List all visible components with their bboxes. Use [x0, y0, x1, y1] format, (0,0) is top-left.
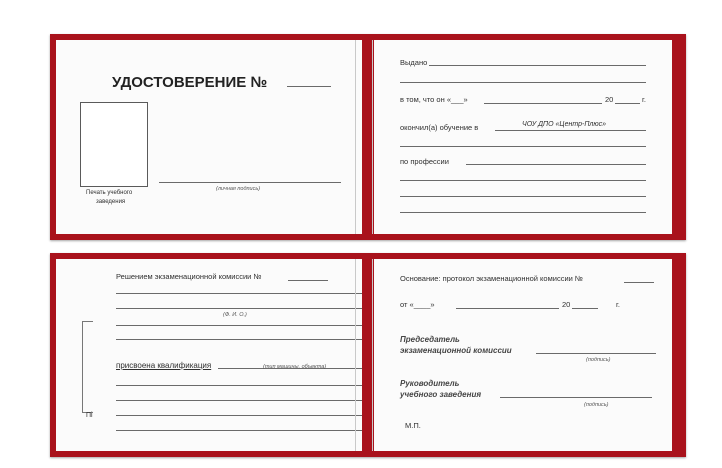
qualification-label: присвоена квалификация	[116, 361, 212, 370]
protocol-year-line	[572, 308, 598, 309]
photo-placeholder	[80, 102, 148, 187]
year-suffix: г.	[642, 95, 646, 104]
institution-line	[495, 130, 646, 131]
protocol-year-suffix: г.	[616, 300, 620, 309]
left-page-stack-edge-2	[355, 259, 356, 451]
photo-caption: Пі	[86, 412, 93, 419]
fio-caption: (Ф. И. О.)	[223, 312, 247, 318]
signature-line	[159, 182, 341, 183]
certificate-left-page	[56, 40, 362, 234]
fio-line-4	[116, 339, 362, 340]
stamp-caption-2: заведения	[96, 199, 126, 205]
institution-line-2	[400, 146, 646, 147]
date-month-line	[484, 103, 602, 104]
date-line: в том, что он «___»	[400, 95, 468, 104]
profession-label: по профессии	[400, 157, 449, 166]
qualification-line-4	[116, 415, 362, 416]
chairman-label: Председатель	[400, 335, 460, 344]
completed-label: окончил(а) обучение в	[400, 123, 479, 132]
signature-caption: (личная подпись)	[216, 186, 261, 192]
profession-line-3	[400, 196, 646, 197]
left-page-stack-edge	[355, 40, 356, 234]
head-label: Руководитель	[400, 379, 460, 388]
seal-label: М.П.	[405, 421, 421, 430]
qualification-caption: (тип машины, объекта)	[263, 364, 327, 370]
right-page-stack-edge	[372, 40, 373, 234]
year-line	[615, 103, 640, 104]
qualification-line-3	[116, 400, 362, 401]
qualification-line-5	[116, 430, 362, 431]
chairman-signature-caption: (подпись)	[586, 357, 611, 363]
head-label-2: учебного заведения	[400, 390, 482, 399]
name-line	[400, 82, 646, 83]
qualification-line-2	[116, 385, 362, 386]
fio-line-1	[116, 293, 362, 294]
protocol-number-line	[624, 282, 654, 283]
commission-number-line	[288, 280, 328, 281]
year-label: 20	[605, 95, 614, 104]
issued-label: Выдано	[400, 58, 428, 67]
fio-line-2	[116, 308, 362, 309]
chairman-signature-line	[536, 353, 656, 354]
certificate-title: УДОСТОВЕРЕНИЕ №	[112, 74, 268, 91]
protocol-date-label: от «____»	[400, 300, 435, 309]
issued-line	[429, 65, 646, 66]
certificate-cover-spread-1	[50, 34, 686, 240]
stamp-caption: Печать учебного	[86, 190, 133, 196]
photo-bracket	[82, 321, 93, 413]
certificate-right-page	[374, 40, 672, 234]
certificate-cover-spread-2	[50, 253, 686, 457]
fio-line-3	[116, 325, 362, 326]
basis-label: Основание: протокол экзаменационной комиссии №	[400, 274, 583, 283]
right-page-stack-edge-2	[372, 259, 373, 451]
profession-line-2	[400, 180, 646, 181]
head-signature-line	[500, 397, 652, 398]
protocol-year-label: 20	[562, 300, 571, 309]
profession-line-4	[400, 212, 646, 213]
head-signature-caption: (подпись)	[584, 402, 609, 408]
chairman-label-2: экзаменационной комиссии	[400, 346, 512, 355]
certificate-inner-right-page	[374, 259, 672, 451]
certificate-number-line	[287, 86, 331, 87]
institution-name: ЧОУ ДПО «Центр-Плюс»	[522, 121, 607, 128]
commission-decision-label: Решением экзаменационной комиссии №	[116, 272, 262, 281]
certificate-inner-left-page	[56, 259, 362, 451]
protocol-date-line	[456, 308, 559, 309]
profession-line	[466, 164, 646, 165]
